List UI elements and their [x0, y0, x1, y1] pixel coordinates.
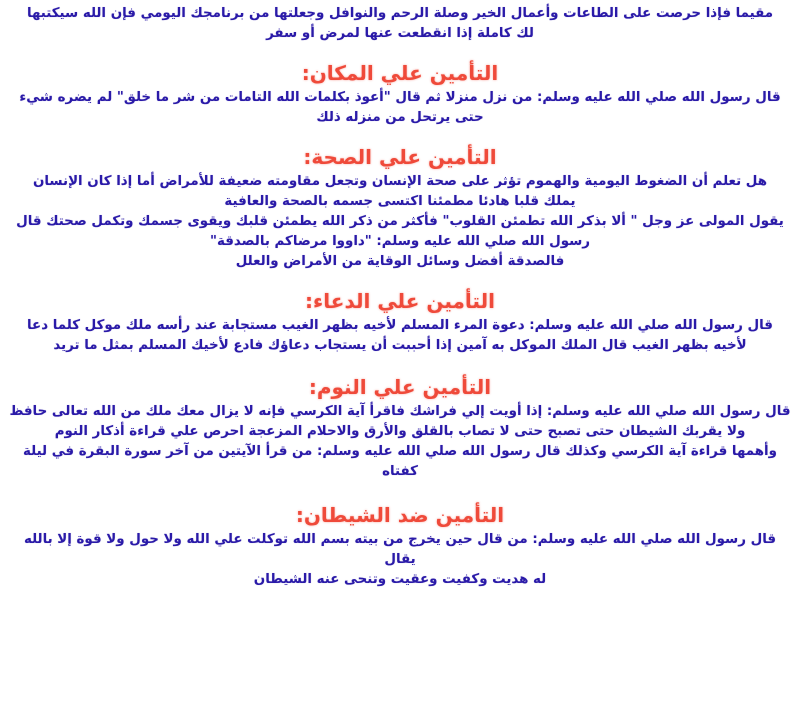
section-line: رسول الله صلي الله عليه وسلم: "داووا مرضاكم بالصدقة": [210, 234, 590, 249]
section-line: قال رسول الله صلي الله عليه وسلم: من قال حين يخرج من بيته بسم الله توكلت علي الله ولا حول ولا قوة إلا بالله يقال: [23, 532, 777, 567]
section-line: قال رسول الله صلي الله عليه وسلم: من نزل منزلا ثم قال "أعوذ بكلمات الله التامات من شر ما خلق" لم يضره شيء: [19, 90, 781, 105]
section-line: حتى يرتحل من منزله ذلك: [316, 110, 484, 125]
section-line: قال رسول الله صلي الله عليه وسلم: دعوة المرء المسلم لأخيه بظهر الغيب مستجابة عند رأسه ملك موكل كلما دعا: [27, 318, 773, 333]
section-heading: التأمين علي الصحة:: [303, 145, 497, 169]
section-line: هل تعلم أن الضغوط اليومية والهموم تؤثر على صحة الإنسان وتجعل مقاومته ضعيفة للأمراض أما إذا كان الإنسان: [32, 174, 768, 189]
section-line: يملك قلبا هادئا مطمئنا اكتسى جسمه بالصحة والعافية: [224, 194, 576, 209]
section-line: له هديت وكفيت وعقيت وتنحى عنه الشيطان: [253, 572, 547, 587]
section-heading: التأمين علي الدعاء:: [305, 289, 495, 313]
section-line: ولا يقربك الشيطان حتى تصبح حتى لا تصاب بالقلق والأرق والاحلام المزعجة احرص علي قراءة أذكار النوم: [54, 424, 746, 439]
section-sleep: [8, 372, 792, 482]
section-line: يقول المولى عز وجل " ألا بذكر الله تطمئن القلوب" فأكثر من ذكر الله يطمئن قلبك ويقوى جسمك وتكمل صحتك قال: [16, 214, 784, 229]
section-line: قال رسول الله صلي الله عليه وسلم: إذا أويت إلي فراشك فاقرأ آية الكرسي فإنه لا يزال معك ملك من الله تعالى حافظ: [9, 404, 791, 419]
intro-paragraph: [8, 4, 792, 44]
section-heading: التأمين ضد الشيطان:: [295, 503, 505, 527]
section-line: فالصدقة أفضل وسائل الوقاية من الأمراض والعلل: [235, 254, 565, 269]
intro-line: مقيما فإذا حرصت على الطاعات وأعمال الخير وصلة الرحم والنوافل وجعلتها من برنامجك اليومي فإن الله سيكتبها: [26, 6, 774, 21]
section-heading: التأمين علي النوم:: [308, 375, 492, 399]
section-heading: التأمين علي المكان:: [301, 61, 499, 85]
section-devil: [8, 500, 792, 590]
section-health: [8, 142, 792, 272]
section-place: [8, 58, 792, 128]
section-prayer: [8, 286, 792, 356]
section-line: كفتاه: [382, 464, 418, 479]
intro-line: لك كاملة إذا انقطعت عنها لمرض أو سفر: [266, 26, 534, 41]
section-line: لأخيه بظهر الغيب قال الملك الموكل به آمين إذا أحببت أن يستجاب دعاؤك فادع لأخيك المسلم بمثل ما تريد: [53, 338, 747, 353]
section-line: وأهمها قراءة آية الكرسي وكذلك قال رسول الله صلي الله عليه وسلم: من قرأ الآيتين من آخر سورة البقرة في ليلة: [23, 444, 777, 459]
